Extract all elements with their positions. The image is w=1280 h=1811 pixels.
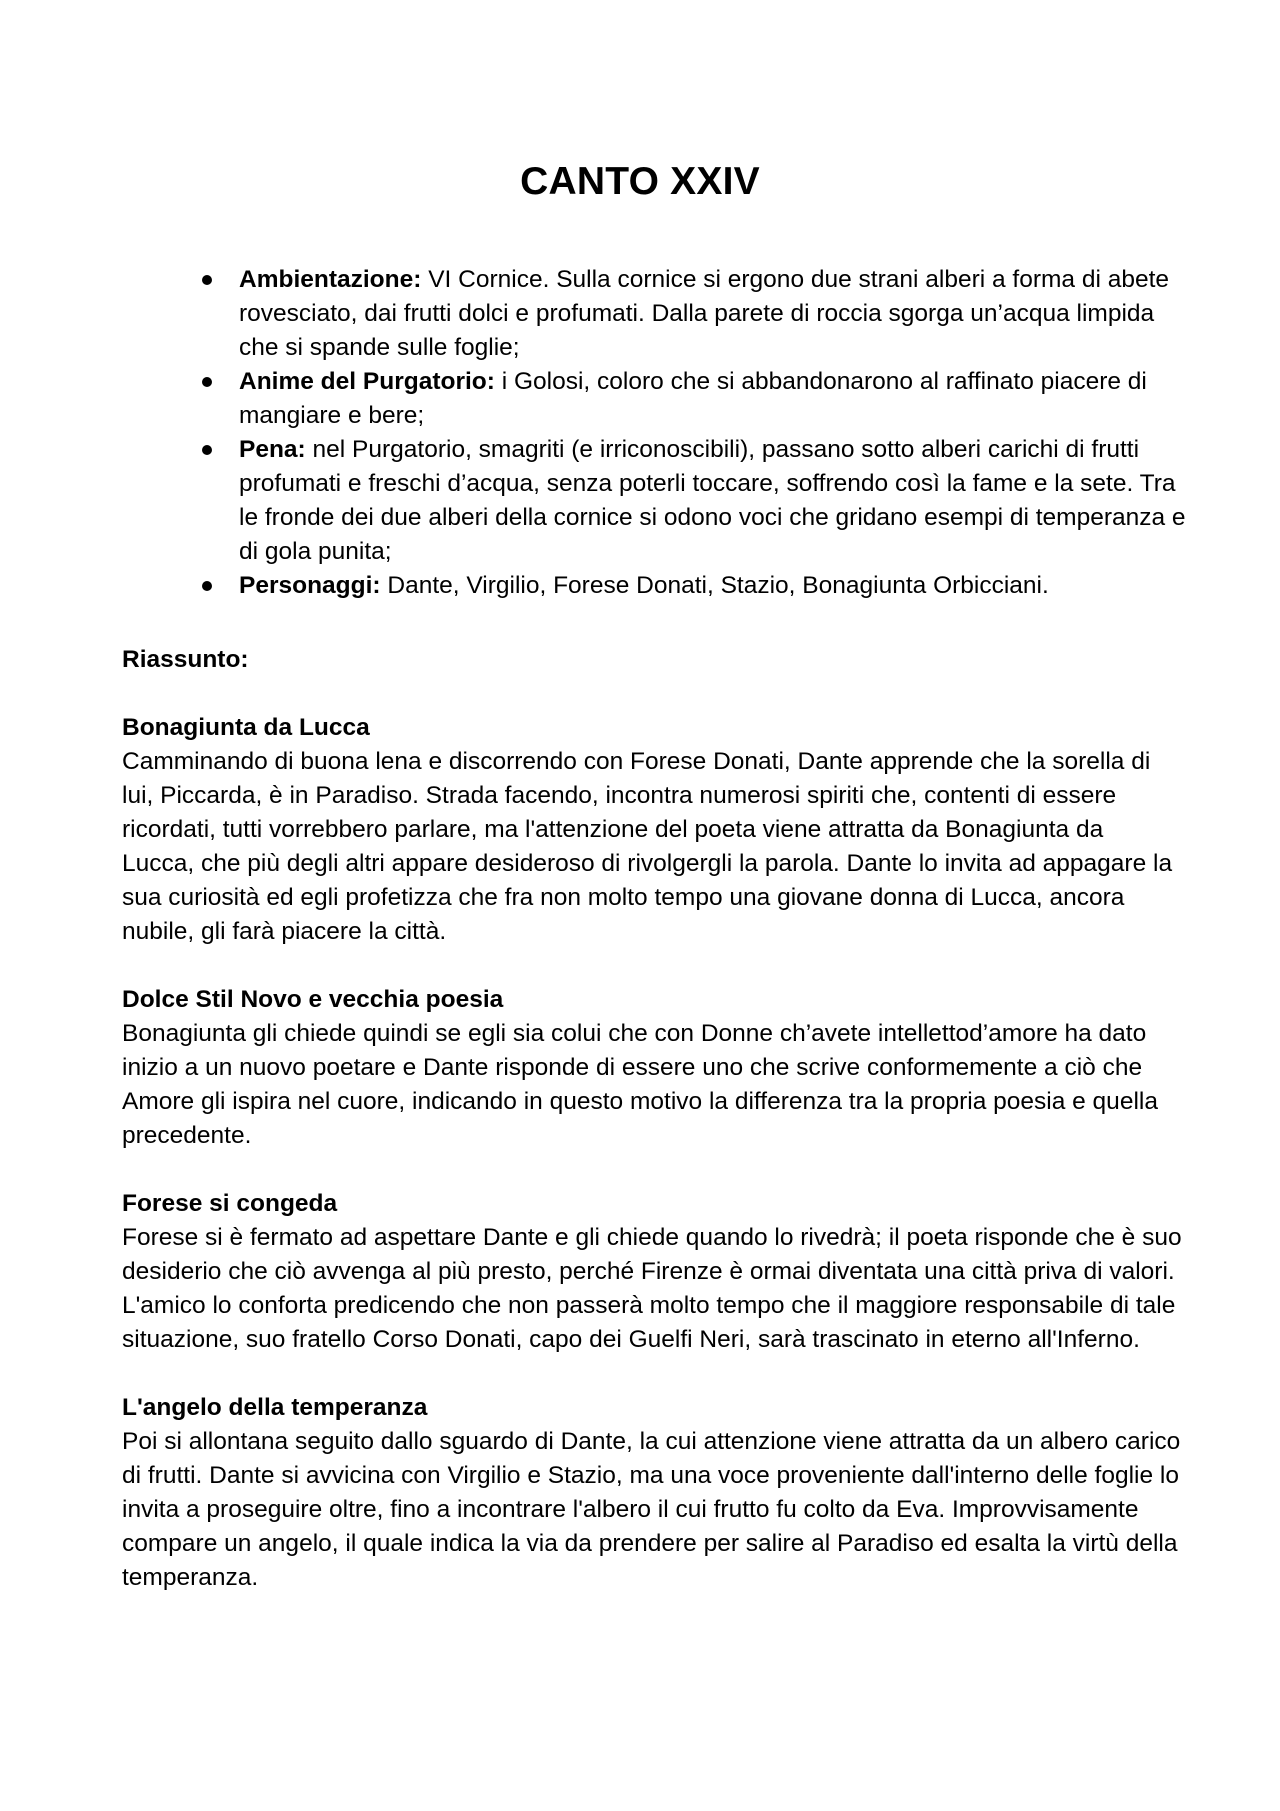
- summary-sections: [122, 711, 1182, 1629]
- bullet-item-pena: [122, 433, 1186, 569]
- bullet-text: [239, 263, 1194, 365]
- bullet-body: Dante, Virgilio, Forese Donati, Stazio, Bonagiunta Orbicciani.: [380, 572, 1049, 599]
- bullet-label: Anime del Purgatorio:: [239, 368, 495, 395]
- bullet-label: Ambientazione:: [239, 266, 422, 293]
- bullet-dot-icon: [202, 581, 212, 591]
- bullet-label: Pena:: [239, 436, 306, 463]
- section-bonagiunta: [122, 711, 1182, 949]
- bullet-text: [239, 569, 1194, 603]
- section-angelo: [122, 1391, 1182, 1595]
- bullet-body: i Golosi, coloro che si abbandonarono al raffinato piacere di mangiare e bere;: [239, 368, 1147, 429]
- bullet-dot-icon: [202, 275, 212, 285]
- bullet-item-anime: [122, 365, 1182, 433]
- bullet-text: [239, 365, 1194, 433]
- bullet-label: Personaggi:: [239, 572, 381, 599]
- section-body: Bonagiunta gli chiede quindi se egli sia colui che con Donne ch’avete intellettod’amore ha dato inizio a un nuovo poetare e Dante risponde di essere uno che scrive conformemente a ciò che Amore gli ispira nel cuore, indicando in questo motivo la differenza tra la propria poesia e quella precedente.: [122, 1020, 1158, 1149]
- info-bullet-list: [122, 263, 1186, 603]
- bullet-body: nel Purgatorio, smagriti (e irriconoscibili), passano sotto alberi carichi di frutti profumati e freschi d’acqua, senza poterli toccare, soffrendo così la fame e la sete. Tra le fronde dei due alberi della cornice si odono voci che gridano esempi di temperanza e di gola punita;: [239, 436, 1186, 565]
- summary-heading: Riassunto:: [122, 646, 249, 673]
- section-body: Forese si è fermato ad aspettare Dante e gli chiede quando lo rivedrà; il poeta risponde che è suo desiderio che ciò avvenga al più presto, perché Firenze è ormai diventata una città priva di valori. L'amico lo conforta predicendo che non passerà molto tempo che il maggiore responsabile di tale situazione, suo fratello Corso Donati, capo dei Guelfi Neri, sarà trascinato in eterno all'Inferno.: [122, 1224, 1182, 1353]
- bullet-text: [239, 433, 1194, 569]
- section-heading: Dolce Stil Novo e vecchia poesia: [122, 986, 504, 1013]
- section-forese: [122, 1187, 1182, 1357]
- page-title: CANTO XXIV: [520, 160, 760, 203]
- section-body: Camminando di buona lena e discorrendo con Forese Donati, Dante apprende che la sorella di lui, Piccarda, è in Paradiso. Strada facendo, incontra numerosi spiriti che, contenti di essere ricordati, tutti vorrebbero parlare, ma l'attenzione del poeta viene attratta da Bonagiunta da Lucca, che più degli altri appare desideroso di rivolgergli la parola. Dante lo invita ad appagare la sua curiosità ed egli profetizza che fra non molto tempo una giovane donna di Lucca, ancora nubile, gli farà piacere la città.: [122, 748, 1173, 945]
- section-body: Poi si allontana seguito dallo sguardo di Dante, la cui attenzione viene attratta da un albero carico di frutti. Dante si avvicina con Virgilio e Stazio, ma una voce proveniente dall'interno delle foglie lo invita a proseguire oltre, fino a incontrare l'albero il cui frutto fu colto da Eva. Improvvisamente compare un angelo, il quale indica la via da prendere per salire al Paradiso ed esalta la virtù della temperanza.: [122, 1428, 1181, 1591]
- bullet-body: VI Cornice. Sulla cornice si ergono due strani alberi a forma di abete rovesciato, dai frutti dolci e profumati. Dalla parete di roccia sgorga un’acqua limpida che si spande sulle foglie;: [239, 266, 1170, 361]
- bullet-dot-icon: [202, 445, 212, 455]
- section-heading: Forese si congeda: [122, 1190, 338, 1217]
- bullet-item-ambientazione: [122, 263, 1182, 365]
- bullet-item-personaggi: [122, 569, 1182, 603]
- section-heading: L'angelo della temperanza: [122, 1394, 428, 1421]
- section-heading: Bonagiunta da Lucca: [122, 714, 370, 741]
- bullet-dot-icon: [202, 377, 212, 387]
- section-dolce-stil-novo: [122, 983, 1182, 1153]
